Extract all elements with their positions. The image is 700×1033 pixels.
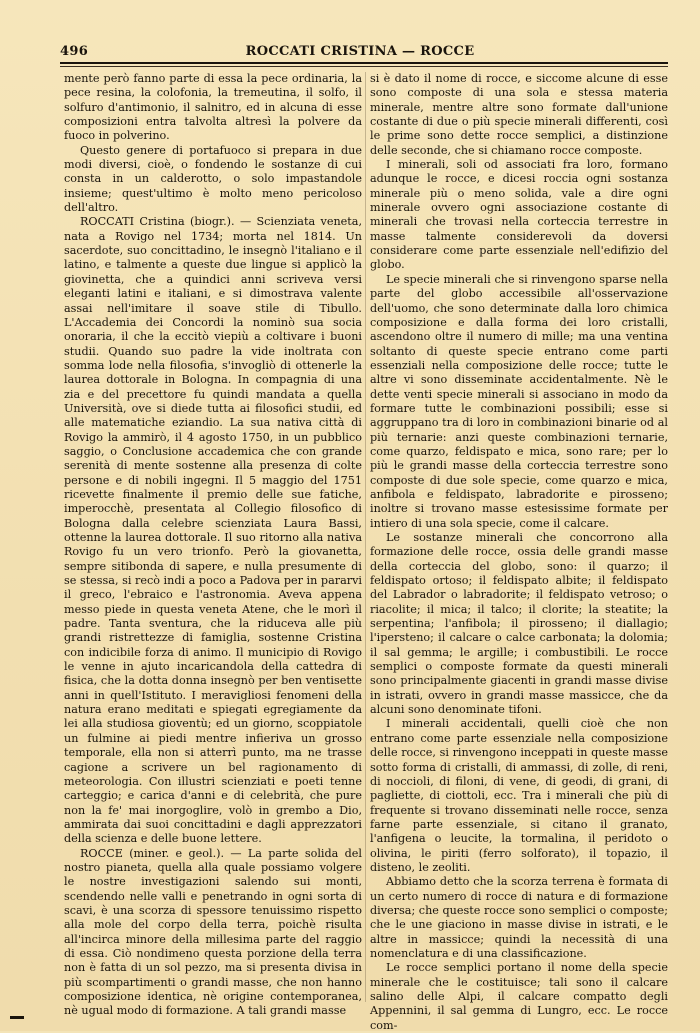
running-title: ROCCATI CRISTINA — ROCCE [245,44,475,59]
paragraph-rocce-entry: ROCCE (miner. e geol.). — La parte solida del nostro pianeta, quella alla quale possiamo volgere le nostre investigazioni salendo sui monti, scendendo nelle valli e penetrando in ogni sorta di scavi, è una scorza di spessore tenuissimo rispetto alla mole del corpo della terra, poichè risulta all'incirca minore della millesima parte del raggio di essa. Ciò nondimeno questa porzione della terra non è fatta di un sol pezzo, ma si presenta divisa in più scompartimenti o grandi masse, che non hanno composizione identica, nè origine contemporanea, nè ugual modo di formazione. A tali grandi masse [64,846,362,1018]
paragraph: Le specie minerali che si rinvengono sparse nella parte del globo accessibile all'osservazione dell'uomo, che sono determinate dalla loro chimica composizione e dalla forma dei loro cristalli, ascendono oltre il numero di mille; ma una ventina soltanto di queste specie entrano come parti essenziali nella composizione delle rocce; tutte le altre vi sono disseminate accidentalmente. Nè le dette venti specie minerali si associano in modo da formare tutte le combinazioni possibili; esse si aggruppano tra di loro in combinazioni binarie od al più ternarie: anzi queste combinazioni ternarie, come quarzo, feldispato e mica, sono rare; per lo più le grandi masse della corteccia terrestre sono composte di due sole specie, come quarzo e mica, anfibola e feldispato, labradorite e pirosseno; inoltre si trovano masse estesissime formate per intiero di una sola specie, come il calcare. [370,272,668,530]
paragraph-roccati-entry: ROCCATI Cristina (biogr.). — Scienziata veneta, nata a Rovigo nel 1734; morta nel 1814. Un sacerdote, suo concittadino, le insegnò l'italiano e il latino, e talmente a queste due lingue si applicò la giovinetta, che a quindici anni scriveva versi eleganti latini e italiani, e si dimostrava valente assai nell'imitare il soave stile di Tibullo. L'Accademia dei Concordi la nominò sua socia onoraria, il che la eccitò viepiù a coltivare i buoni studii. Quando suo padre la vide inoltrata con somma lode nella filosofia, s'invogliò di ottenerle la laurea dottorale in Bologna. In compagnia di una zia e del precettore fu quindi mandata a quella Università, ove si diede tutta ai filosofici studii, ed alle matematiche eziandio. La sua nativa città di Rovigo la ammirò, il 4 agosto 1750, in un pubblico saggio, o Conclusione accademica che con grande serenità di mente sostenne alla presenza di colte persone e di nobili ingegni. Il 5 maggio del 1751 ricevette finalmente il premio delle sue fatiche, imperocchè, presentata al Collegio filosofico di Bologna dalla celebre scienziata Laura Bassi, ottenne la laurea dottorale. Il suo ritorno alla nativa Rovigo fu un vero trionfo. Però la giovanetta, sempre sitibonda di sapere, e nulla presumente di se stessa, si recò indi a poco a Padova per in pararvi il greco, l'ebraico e l'astronomia. Aveva appena messo piede in questa veneta Atene, che le morì il padre. Tanta sventura, che la riduceva alle più grandi ristrettezze di famiglia, sostenne Cristina con indicibile forza di animo. Il municipio di Rovigo le venne in ajuto incaricandola della cattedra di fisica, che la dotta donna insegnò per ben ventisette anni in quell'Istituto. I meravigliosi fenomeni della natura erano meditati e spiegati egregiamente da lei alla studiosa gioventù; ed un giorno, scoppiatole un fulmine ai piedi mentre infieriva un grosso temporale, ella non si atterrì punto, ma ne trasse cagione a scrivere un bel ragionamento di meteorologia. Con illustri scienziati e poeti tenne carteggio; e carica d'anni e di celebrità, che pure non la fe' mai inorgoglire, volò in grembo a Dio, ammirata dai suoi concittadini e dagli apprezzatori della scienza e delle buone lettere. [64,215,362,846]
header-rule-thin [60,66,668,67]
column-divider [365,72,366,1002]
header-rule [60,62,668,64]
paragraph: I minerali accidentali, quelli cioè che non entrano come parte essenziale nella composizione delle rocce, si rinvengono inceppati in queste masse sotto forma di cristalli, di ammassi, di zolle, di reni, di noccioli, di filoni, di vene, di geodi, di grani, di pagliette, di ciottoli, ecc. Tra i minerali che più di frequente si trovano disseminati nelle rocce, senza farne parte essenziale, si citano il granato, l'anfigena o leucite, la tormalina, il peridoto o olivina, le piriti (ferro solforato), il topazio, il disteno, le zeoliti. [370,717,668,874]
paragraph: si è dato il nome di rocce, e siccome alcune di esse sono composte di una sola e stessa materia minerale, mentre altre sono formate dall'unione costante di due o più specie minerali differenti, così le prime sono dette rocce semplici, a distinzione delle seconde, che si chiamano rocce composte. [370,72,668,157]
margin-mark [10,1016,24,1019]
left-column [64,72,362,1018]
paragraph: Abbiamo detto che la scorza terrena è formata di un certo numero di rocce di natura e di formazione diversa; che queste rocce sono semplici o composte; che le une giaciono in masse divise in istrati, e le altre in massicce; quindi la necessità di una nomenclatura e di una classificazione. [370,875,668,960]
paragraph: mente però fanno parte di essa la pece ordinaria, la pece resina, la colofonia, la tremeutina, il solfo, il solfuro d'antimonio, il salnitro, ed in alcuna di esse composizioni entra talvolta altresì la polvere da fuoco in polverino. [64,72,362,143]
paragraph: Questo genere di portafuoco si prepara in due modi diversi, cioè, o fondendo le sostanze di cui consta in un calderotto, o solo impastandole insieme; quest'ultimo è molto meno pericoloso dell'altro. [64,143,362,215]
paragraph: Le rocce semplici portano il nome della specie minerale che le costituisce; tali sono il calcare salino delle Alpi, il calcare compatto degli Appennini, il sal gemma di Lungro, ecc. Le rocce com- [370,961,668,1032]
page-number: 496 [60,44,89,59]
right-column [370,72,668,1032]
paragraph: Le sostanze minerali che concorrono alla formazione delle rocce, ossia delle grandi masse della corteccia del globo, sono: il quarzo; il feldispato ortoso; il feldispato albite; il feldispato del Labrador o labradorite; il feldispato vetroso; o riacolite; il mica; il talco; il clorite; la steatite; la serpentina; l'anfibola; il pirosseno; il diallagio; l'ipersteno; il calcare o calce carbonata; la dolomia; il sal gemma; le argille; i combustibili. Le rocce semplici o composte formate da questi minerali sono principalmente giacenti in grandi masse divise in istrati, ovvero in grandi masse massicce, che da alcuni sono denominate tifoni. [370,531,668,717]
page-header [60,40,660,62]
paragraph: I minerali, soli od associati fra loro, formano adunque le rocce, e dicesi roccia ogni sostanza minerale più o meno solida, vale a dire ogni minerale ovvero ogni associazione costante di minerali che trovasi nella corteccia terrestre in masse talmente considerevoli da doversi considerare come parte essenziale nell'edifizio del globo. [370,158,668,272]
